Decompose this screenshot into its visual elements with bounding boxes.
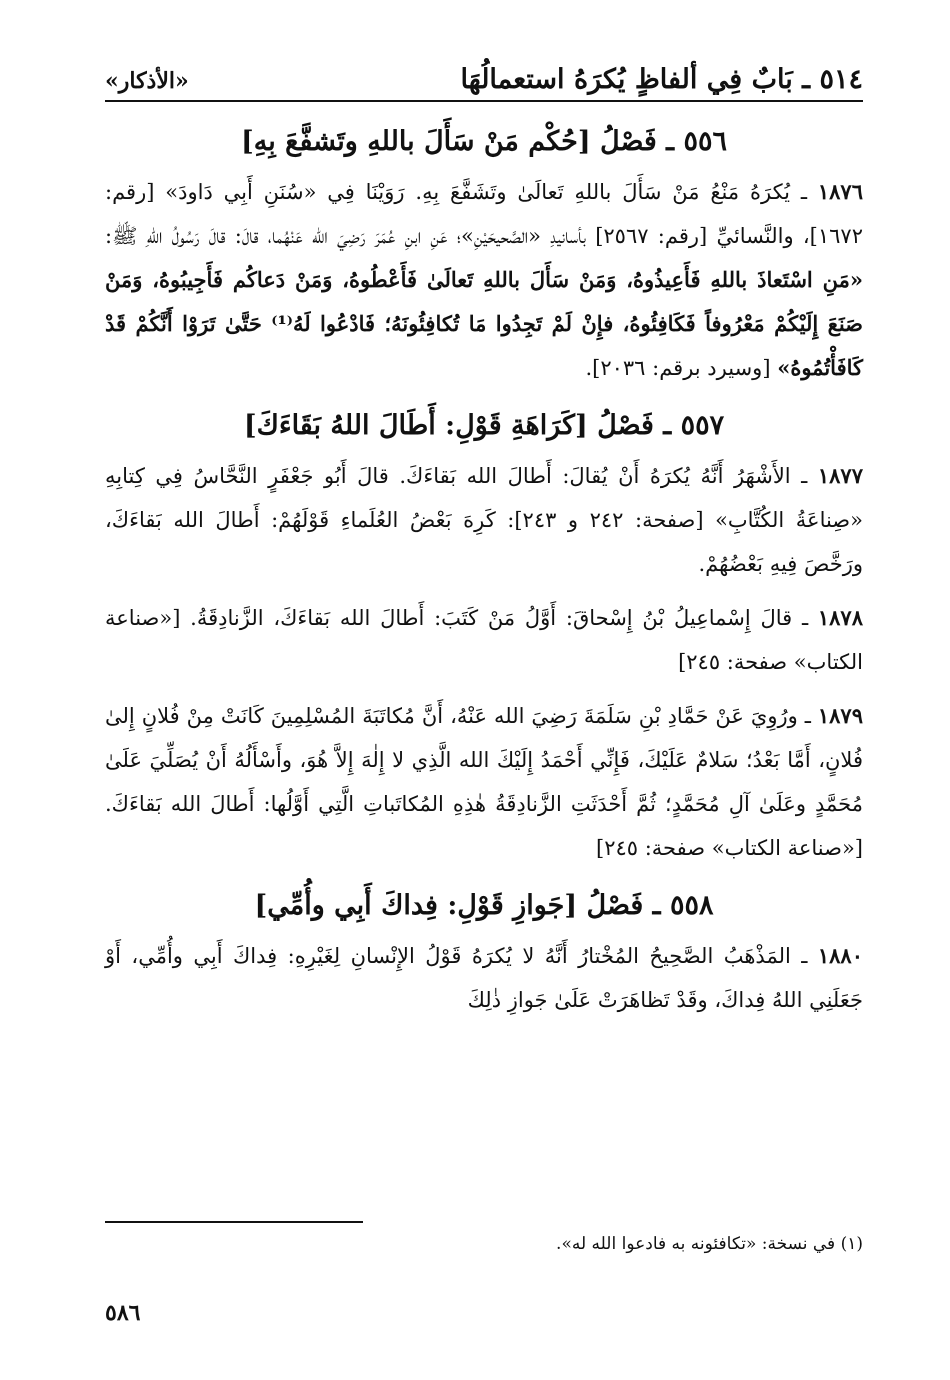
- paragraph-1878: [105, 596, 863, 684]
- paragraph-text: ـ يُكرَهُ مَنْعُ مَنْ سَأَلَ باللهِ تَعالَىٰ وتَشَفَّعَ بِهِ. رَوَيْنَا فِي «سُنَنِ أَبِي دَاودَ» [رقم: ١٦٧٢]، والنَّسائيِّ [رقم: ٢٥٦٧] بأسانيدِ «الصَّحيحَيْنِ»؛ عَنِ ابنِ عُمَرَ رَضِيَ الله عَنْهُما، قالَ: قالَ رَسُولُ اللهِ ﷺ:: [105, 180, 863, 248]
- footnote: (١) في نسخة: «تكافئونه به فادعوا الله له».: [556, 1234, 863, 1254]
- paragraph-number: ١٨٧٨: [817, 605, 863, 630]
- paragraph-number: ١٨٨٠: [817, 943, 863, 968]
- section-title-558: ٥٥٨ ـ فَصْلُ [جَوازِ قَوْلِ: فِداكَ أَبِي وأُمِّي]: [254, 890, 714, 921]
- page-number: ٥٨٦: [105, 1300, 141, 1326]
- paragraph-1876: [105, 170, 863, 390]
- paragraph-1880: [105, 934, 863, 1022]
- footnote-divider: [105, 1221, 363, 1223]
- paragraph-number: ١٨٧٦: [817, 179, 863, 204]
- paragraph-text: ـ المَذْهَبُ الصَّحِيحُ المُخْتارُ أَنَّهُ لا يُكرَهُ قَوْلُ الإِنْسانِ لِغَيْرِهِ: فِداكَ أَبِي وأُمِّي، أَوْ جَعَلَنِي اللهُ فِداكَ، وقَدْ تَظاهَرَتْ عَلَىٰ جَوازِ ذٰلِكَ: [105, 944, 863, 1012]
- paragraph-1879: [105, 694, 863, 870]
- paragraph-number: ١٨٧٩: [817, 703, 863, 728]
- book-title: «الأذكار»: [105, 68, 189, 94]
- paragraph-1877: [105, 454, 863, 586]
- page-body: [105, 60, 863, 1022]
- chapter-heading: ٥١٤ ـ بَابٌ فِي ألفاظٍ يُكرَهُ استعمالُهَا: [460, 64, 863, 95]
- paragraph-reference: [وسيرد برقم: ٢٠٣٦].: [585, 356, 778, 380]
- section-title-557: ٥٥٧ ـ فَصْلُ [كَرَاهَةِ قَوْلِ: أَطَالَ اللهُ بَقَاءَكَ]: [243, 410, 725, 441]
- section-title-556: ٥٥٦ ـ فَصْلُ [حُكْم مَنْ سَأَلَ باللهِ وتَشفَّعَ بِهِ]: [240, 126, 728, 157]
- paragraph-text: ـ ورُوِيَ عَنْ حَمَّادِ بْنِ سَلَمَةَ رَضِيَ الله عَنْهُ، أَنَّ مُكاتَبَةَ المُسْلِمِينَ كَانَتْ مِنْ فُلانٍ إِلىٰ فُلانٍ، أَمَّا بَعْدُ؛ سَلامٌ عَلَيْكَ، فَإِنِّي أَحْمَدُ إِلَيْكَ الله الَّذِي لا إِلٰهَ إِلاَّ هُوَ، وأَسْأَلُهُ أَنْ يُصَلِّيَ عَلَىٰ مُحَمَّدٍ وعَلَىٰ آلِ مُحَمَّدٍ؛ ثُمَّ أَحْدَثَتِ الزَّنادِقَةُ هٰذِهِ المُكاتَباتِ الَّتِي أَوَّلُها: أَطالَ الله بَقاءَكَ. [«صناعة الكتاب» صفحة: ٢٤٥]: [105, 704, 863, 860]
- paragraph-text: ـ الأَشْهَرُ أَنَّهُ يُكرَهُ أَنْ يُقالَ: أَطالَ الله بَقاءَكَ. قالَ أَبُو جَعْفَرٍ النَّحَّاسُ فِي كِتابِهِ «صِناعَةُ الكُتَّابِ» [صفحة: ٢٤٢ و ٢٤٣]: كَرِهَ بَعْضُ العُلَماءِ قَوْلَهُمْ: أَطالَ الله بَقاءَكَ، ورَخَّصَ فِيهِ بَعْضُهُمْ.: [105, 464, 863, 576]
- paragraph-number: ١٨٧٧: [817, 463, 863, 488]
- hadith-quote: «مَنِ اسْتَعاذَ باللهِ فَأَعِيذُوهُ، وَمَنْ سَأَلَ باللهِ تَعالَىٰ فَأَعْطُوهُ، وَمَنْ دَعاكُم فَأَجِيبُوهُ، وَمَنْ صَنَعَ إِلَيْكُمْ مَعْرُوفاً فَكَافِئُوهُ، فإِنْ لَمْ تَجِدُوا مَا تُكافِئُونَهُ؛ فَادْعُوا لَهُ⁽¹⁾ حَتَّىٰ تَرَوْا أَنَّكُمْ قَدْ كَافَأْتُمُوهُ»: [105, 267, 863, 380]
- running-header: [105, 60, 863, 102]
- paragraph-text: ـ قالَ إِسْماعِيلُ بْنُ إِسْحاقَ: أَوَّلُ مَنْ كَتَبَ: أَطالَ الله بَقاءَكَ، الزَّنادِقَةُ. [«صناعة الكتاب» صفحة: ٢٤٥]: [105, 606, 863, 674]
